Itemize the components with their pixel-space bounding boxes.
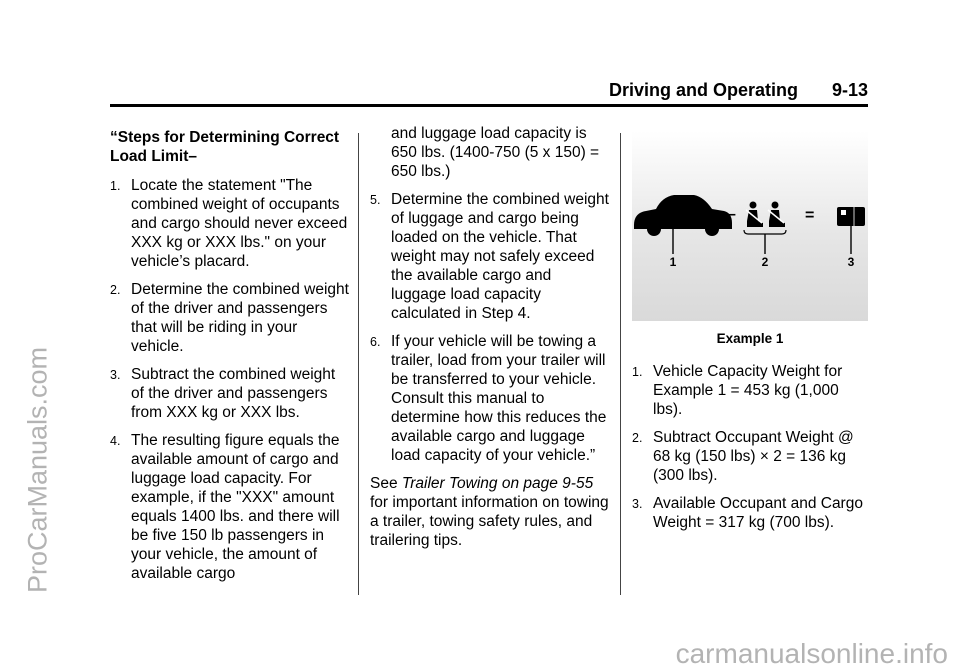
- list-item: [632, 362, 868, 419]
- item-text: Determine the combined weight of luggage and cargo being loaded on the vehicle. That weight may not safely exceed the available cargo and luggage load capacity calculated in Step 4.: [391, 191, 609, 322]
- item-text: Available Occupant and Cargo Weight = 317 kg (700 lbs).: [653, 495, 863, 531]
- watermark-carmanualsonline: carmanualsonline.info: [675, 638, 948, 669]
- column-2: [370, 124, 610, 550]
- item-number: 1.: [110, 179, 121, 193]
- list-item: [370, 190, 610, 323]
- column-divider-1: [358, 133, 359, 595]
- item-number: 6.: [370, 335, 381, 349]
- list-item: [110, 431, 350, 583]
- item-number: 2.: [110, 283, 121, 297]
- example-1-figure: [632, 131, 868, 321]
- item-text: Subtract the combined weight of the driver and passengers from XXX kg or XXX lbs.: [131, 366, 336, 421]
- steps-heading: “Steps for Determining Correct Load Limit–: [110, 129, 340, 165]
- item-text: Locate the statement "The combined weight of occupants and cargo should never exceed XXX kg or XXX lbs." on your vehicle’s placard.: [131, 177, 348, 270]
- column-divider-2: [620, 133, 621, 595]
- list-item: [370, 332, 610, 465]
- page-header: [110, 80, 868, 107]
- page-number: 9-13: [831, 80, 868, 100]
- item-text: Subtract Occupant Weight @ 68 kg (150 lbs) × 2 = 136 kg (300 lbs).: [653, 429, 854, 484]
- figure-caption: Example 1: [716, 331, 784, 346]
- list-item: [632, 494, 868, 532]
- section-title: Driving and Operating: [608, 80, 798, 100]
- load-diagram: [632, 131, 868, 321]
- item-number: 3.: [632, 497, 643, 511]
- item-text: Determine the combined weight of the driver and passengers that will be riding in your vehicle.: [131, 281, 349, 355]
- item-text: If your vehicle will be towing a trailer, load from your trailer will be transferred to your vehicle. Consult this manual to determine how this reduces the available cargo and luggage load capacity of your vehicle.”: [391, 333, 607, 464]
- column-3: [632, 128, 868, 541]
- item-text: The resulting figure equals the available amount of cargo and luggage load capacity. For example, if the "XXX" amount equals 1400 lbs. and there will be five 150 lb passengers in your vehicle, the amount of available cargo: [131, 432, 340, 582]
- list-item: [632, 428, 868, 485]
- item-number: 4.: [110, 434, 121, 448]
- see-also-paragraph: [370, 474, 610, 550]
- list-item: [110, 176, 350, 271]
- item-number: 2.: [632, 431, 643, 445]
- continued-text: and luggage load capacity is 650 lbs. (1400-750 (5 x 150) = 650 lbs.): [391, 125, 600, 180]
- equals-sign: =: [805, 207, 815, 224]
- cargo-icon: [837, 207, 865, 226]
- item-number: 5.: [370, 193, 381, 207]
- column-1: [110, 128, 350, 592]
- list-item: [110, 280, 350, 356]
- trailer-towing-link[interactable]: Trailer Towing on page 9-55: [401, 475, 594, 492]
- see-prefix: See: [370, 475, 398, 492]
- callout-label-1: 1: [669, 255, 677, 269]
- callout-label-2: 2: [761, 255, 769, 269]
- item-number: 1.: [632, 365, 643, 379]
- minus-sign: –: [727, 206, 736, 223]
- item-number: 3.: [110, 368, 121, 382]
- occupants-icon: [744, 202, 786, 235]
- car-icon: [634, 195, 732, 236]
- callout-label-3: 3: [847, 255, 855, 269]
- item-text: Vehicle Capacity Weight for Example 1 = 453 kg (1,000 lbs).: [653, 363, 843, 418]
- watermark-procarmanuals: ProCarManuals.com: [22, 346, 53, 594]
- list-item: [110, 365, 350, 422]
- see-suffix: for important information on towing a trailer, towing safety rules, and trailering tips.: [370, 494, 609, 549]
